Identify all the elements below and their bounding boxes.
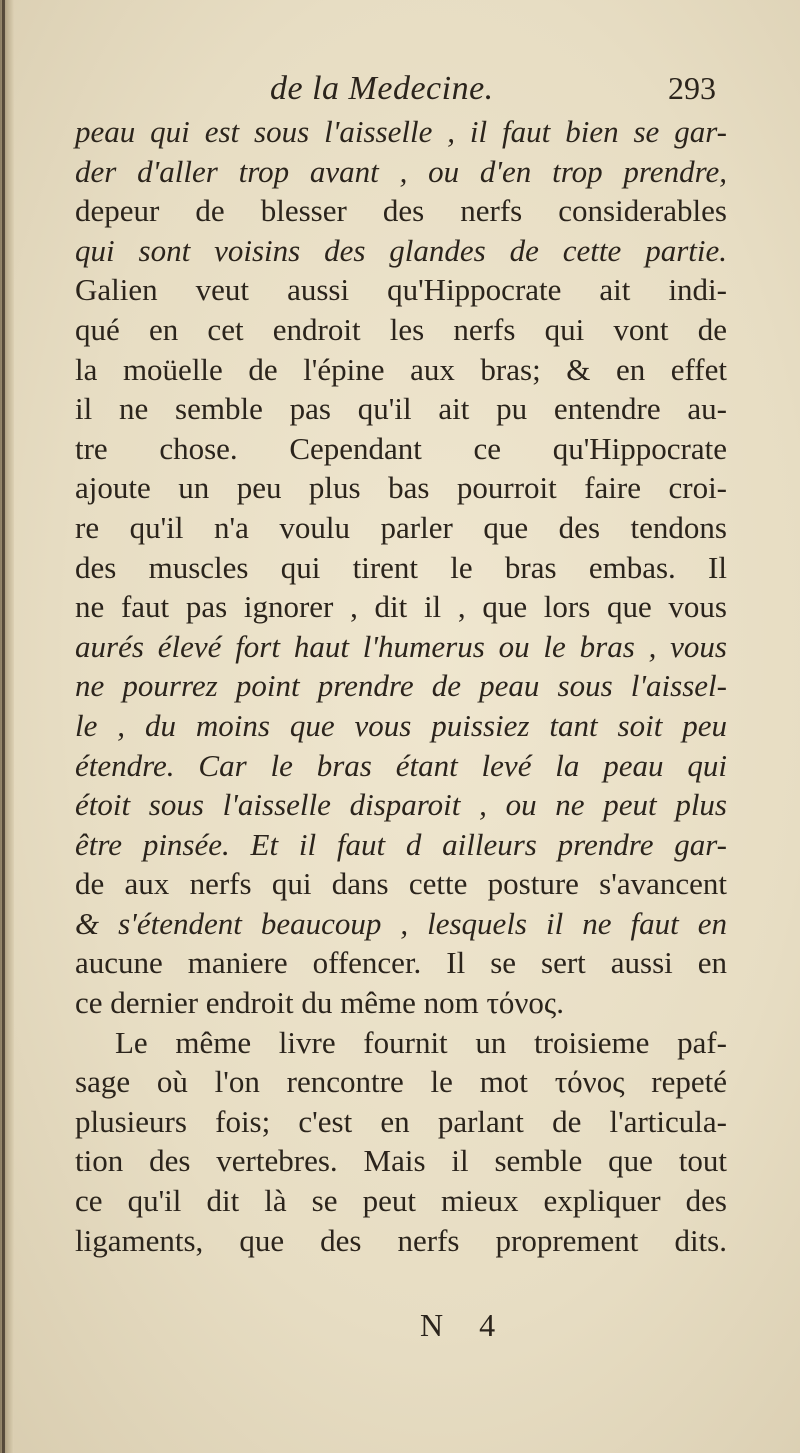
body-text [75, 112, 727, 1260]
text-line: des muscles qui tirent le bras embas. Il [75, 549, 727, 585]
text-line: Galien veut aussi qu'Hippocrate ait indi- [75, 272, 727, 308]
text-line: qué en cet endroit les nerfs qui vont de [75, 311, 727, 347]
text-line: plusieurs fois; c'est en parlant de l'articula- [75, 1103, 727, 1139]
text-line: tion des vertebres. Mais il semble que tout [75, 1143, 727, 1179]
text-line: tre chose. Cependant ce qu'Hippocrate [75, 430, 727, 466]
text-line: depeur de blesser des nerfs considerables [75, 193, 727, 229]
text-line: ce qu'il dit là se peut mieux expliquer des [75, 1183, 727, 1219]
text-line: sage où l'on rencontre le mot τόνος repeté [75, 1064, 727, 1100]
text-line: ne pourrez point prendre de peau sous l'aissel- [75, 668, 727, 704]
text-line: la moüelle de l'épine aux bras; & en effet [75, 351, 727, 387]
running-title: de la Medecine. [270, 70, 494, 107]
text-line: être pinsée. Et il faut d ailleurs prendre gar- [75, 826, 727, 862]
text-line: ligaments, que des nerfs proprement dits. [75, 1222, 727, 1258]
text-line: & s'étendent beaucoup , lesquels il ne faut en [75, 905, 727, 941]
signature-mark: N 4 [420, 1307, 510, 1343]
text-line: le , du moins que vous puissiez tant soit peu [75, 707, 727, 743]
text-line: ce dernier endroit du même nom τόνος. [75, 985, 564, 1021]
text-line: re qu'il n'a voulu parler que des tendons [75, 509, 727, 545]
binding-shadow-line [2, 0, 5, 1453]
text-line: il ne semble pas qu'il ait pu entendre au- [75, 391, 727, 427]
text-line: aucune maniere offencer. Il se sert aussi en [75, 945, 727, 981]
text-line: Le même livre fournit un troisieme paf- [115, 1024, 727, 1060]
text-line: der d'aller trop avant , ou d'en trop prendre, [75, 153, 727, 189]
text-line: ne faut pas ignorer , dit il , que lors que vous [75, 589, 727, 625]
text-line: qui sont voisins des glandes de cette partie. [75, 232, 727, 268]
text-line: peau qui est sous l'aisselle , il faut bien se gar- [75, 114, 727, 149]
text-line: étoit sous l'aisselle disparoit , ou ne peut plus [75, 787, 727, 823]
page-number: 293 [668, 70, 716, 106]
running-header [0, 70, 800, 114]
text-line: de aux nerfs qui dans cette posture s'avancent [75, 866, 727, 902]
text-line: aurés élevé fort haut l'humerus ou le bras , vous [75, 628, 727, 664]
text-line: ajoute un peu plus bas pourroit faire croi- [75, 470, 727, 506]
text-line: étendre. Car le bras étant levé la peau qui [75, 747, 727, 783]
